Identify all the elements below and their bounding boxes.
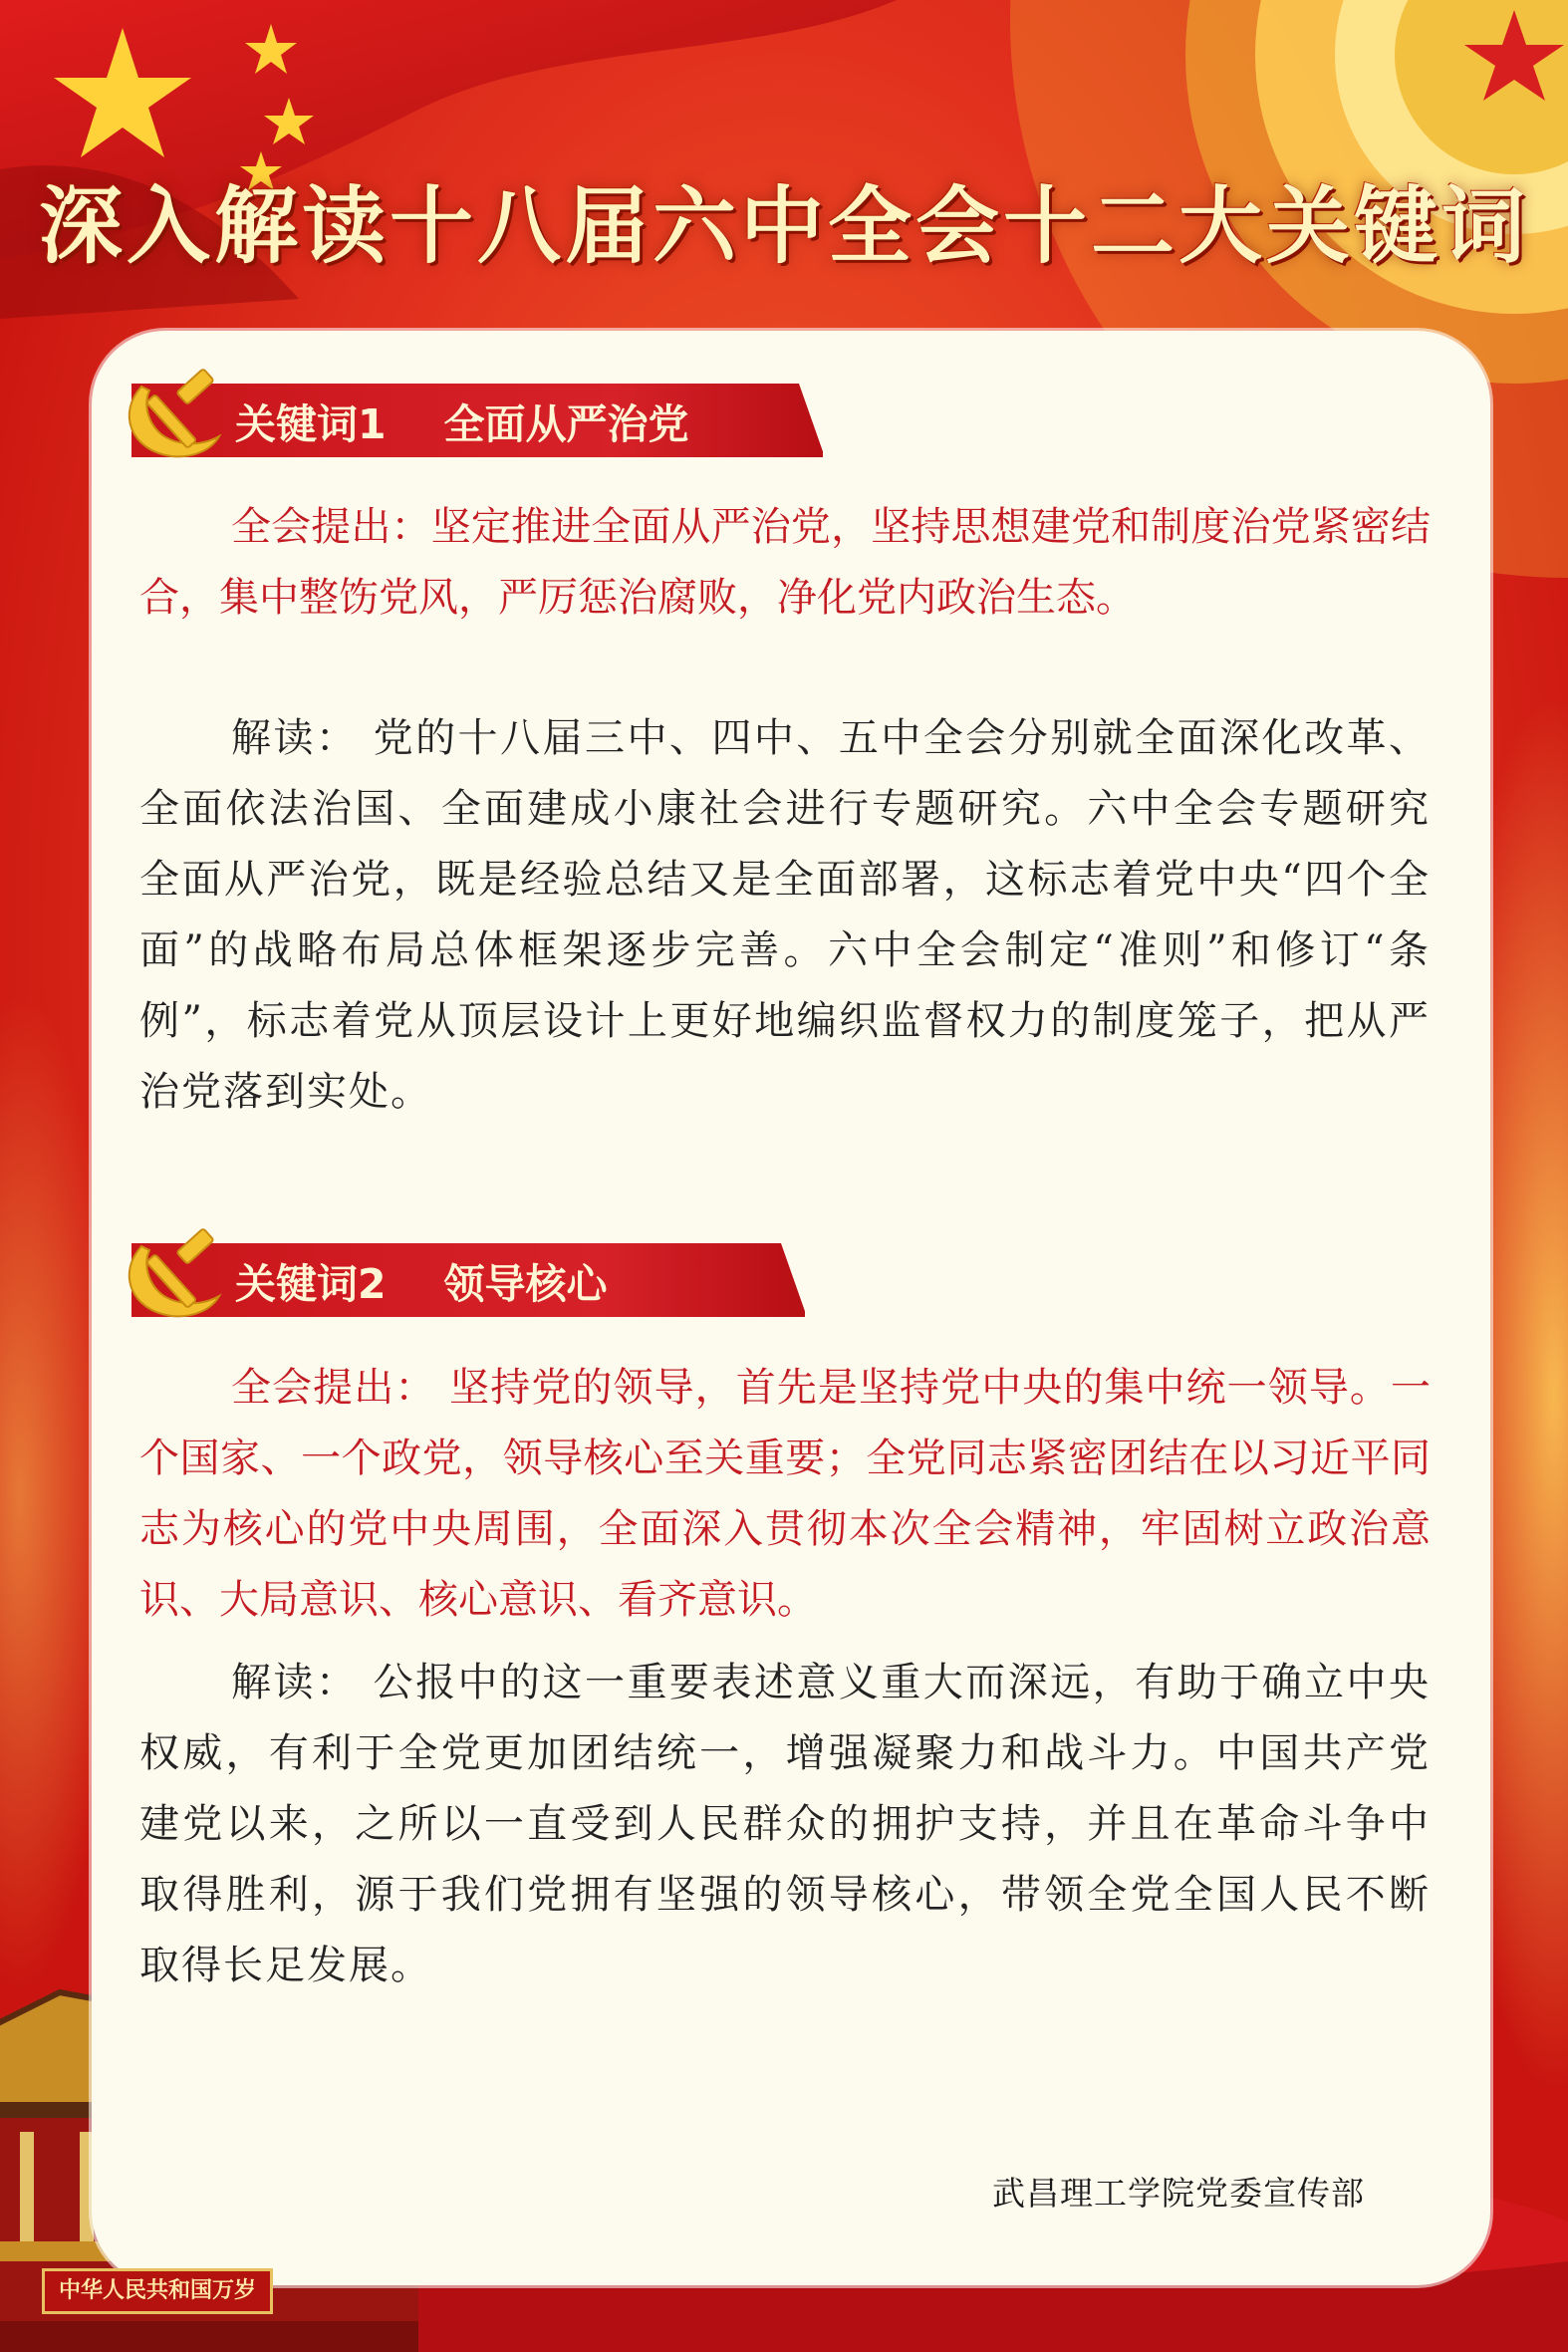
- keyword-banner-2: [131, 1243, 805, 1317]
- keyword-number: 关键词2: [235, 1259, 387, 1308]
- hammer-sickle-icon: [122, 369, 229, 468]
- keyword-name: 领导核心: [443, 1259, 608, 1308]
- gate-sign: 中华人民共和国万岁: [42, 2268, 273, 2314]
- proposal-text: 全会提出： 坚持党的领导，首先是坚持党中央的集中统一领导。一个国家、一个政党，领导核心至关重要；全党同志紧密团结在以习近平同志为核心的党中央周围，全面深入贯彻本次全会精神，牢固树立政治意识、大局意识、核心意识、看齐意识。: [139, 1365, 1431, 1623]
- interpretation-text: 解读： 公报中的这一重要表述意义重大而深远，有助于确立中央权威，有利于全党更加团结统一，增强凝聚力和战斗力。中国共产党建党以来，之所以一直受到人民群众的拥护支持，并且在革命斗争中取得胜利，源于我们党拥有坚强的领导核心，带领全党全国人民不断取得长足发展。: [139, 1660, 1431, 1988]
- poster-title: 深入解读十八届六中全会十二大关键词: [38, 177, 1529, 275]
- keyword-number: 关键词1: [235, 399, 387, 448]
- hammer-sickle-icon: [122, 1228, 229, 1328]
- keyword-name: 全面从严治党: [443, 399, 689, 448]
- footer-org: 武昌理工学院党委宣传部: [992, 2174, 1365, 2213]
- keyword-banner-1: [131, 384, 823, 457]
- proposal-text: 全会提出：坚定推进全面从严治党，坚持思想建党和制度治党紧密结合，集中整饬党风，严厉惩治腐败，净化党内政治生态。: [139, 504, 1431, 621]
- interpretation-text: 解读： 党的十八届三中、四中、五中全会分别就全面深化改革、全面依法治国、全面建成小康社会进行专题研究。六中全会专题研究全面从严治党，既是经验总结又是全面部署，这标志着党中央“四个全面”的战略布局总体框架逐步完善。六中全会制定“准则”和修订“条例”，标志着党从顶层设计上更好地编织监督权力的制度笼子，把从严治党落到实处。: [139, 715, 1431, 1115]
